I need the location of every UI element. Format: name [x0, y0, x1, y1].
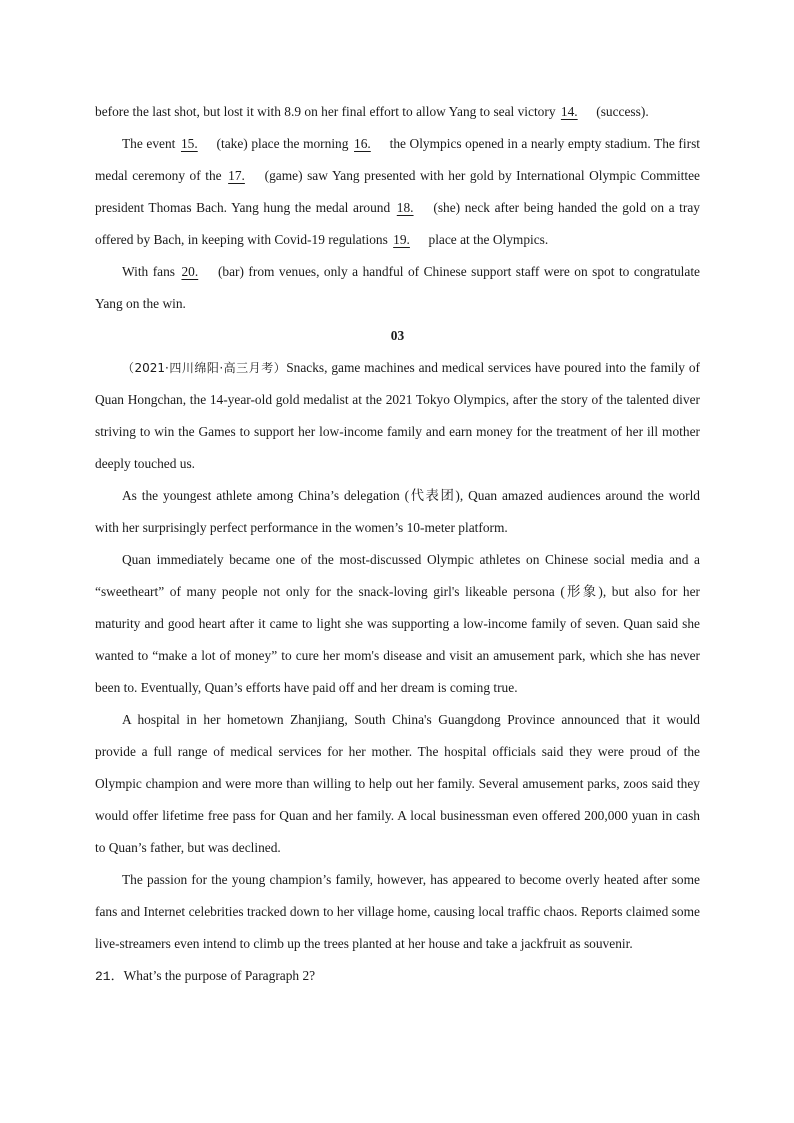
question-number: 21．	[95, 969, 124, 984]
document-page	[95, 96, 700, 993]
blank-17[interactable]: 17.	[228, 168, 245, 183]
text: With fans	[122, 264, 180, 279]
blank-20[interactable]: 20.	[181, 264, 199, 279]
text: (bar) from venues, only a handful of Chinese support staff were on spot to congratulate Yang on the win.	[95, 264, 700, 311]
text: (take) place the morning	[212, 136, 353, 151]
blank-16[interactable]: 16.	[354, 136, 371, 151]
paragraph-blanks-15-19	[95, 128, 700, 256]
passage-paragraph-1	[95, 352, 700, 480]
text: The event	[122, 136, 179, 151]
section-heading: 03	[390, 328, 405, 343]
text: Snacks, game machines and medical services have poured into the family of Quan Hongchan, the 14-year-old gold medalist at the 2021 Tokyo Olympics, after the story of the talented diver striving to win the Games to support her low-income family and earn money for the treatment of her ill mother deeply touched us.	[95, 360, 701, 471]
question-21	[95, 960, 700, 993]
passage-paragraph-3: Quan immediately became one of the most-discussed Olympic athletes on Chinese social media and a “sweetheart” of many people not only for the snack-loving girl's likeable persona (形象), but also for her maturity and good heart after it came to light she was supporting a low-income family of seven. Quan said she wanted to “make a lot of money” to cure her mom's disease and visit an amusement park, which she has never been to. Eventually, Quan’s efforts have paid off and her dream is coming true.	[95, 552, 700, 695]
blank-18[interactable]: 18.	[396, 200, 414, 215]
text: (game) saw Yang presented with her gold by International Olympic Committee president Thomas Bach. Yang hung the medal around	[95, 168, 700, 215]
paragraph-blank-20	[95, 256, 700, 320]
source-note: （2021·四川绵阳·高三月考）	[122, 361, 287, 375]
passage-paragraph-4: A hospital in her hometown Zhanjiang, South China's Guangdong Province announced that it would provide a full range of medical services for her mother. The hospital officials said they were proud of the Olympic champion and were more than willing to help out her family. Several amusement parks, zoos said they would offer lifetime free pass for Quan and her family. A local businessman even offered 200,000 yuan in cash to Quan’s father, but was declined.	[95, 712, 700, 855]
text: before the last shot, but lost it with 8.9 on her final effort to allow Yang to seal victory	[95, 104, 559, 119]
text: place at the Olympics.	[425, 232, 549, 247]
blank-15[interactable]: 15.	[180, 136, 198, 151]
blank-14[interactable]: 14.	[560, 104, 578, 119]
passage-paragraph-2: As the youngest athlete among China’s delegation (代表团), Quan amazed audiences around the world with her surprisingly perfect performance in the women’s 10-meter platform.	[95, 488, 700, 535]
text: (success).	[592, 104, 649, 119]
question-text: What’s the purpose of Paragraph 2?	[123, 968, 316, 983]
paragraph-blanks-14	[95, 96, 700, 128]
passage-paragraph-5: The passion for the young champion’s family, however, has appeared to become overly heated after some fans and Internet celebrities tracked down to her village home, causing local traffic chaos. Reports claimed some live-streamers even intend to climb up the trees planted at her house and take a jackfruit as souvenir.	[95, 872, 700, 951]
text: the Olympics opened in a nearly empty stadium. The first medal ceremony of the	[95, 136, 701, 183]
blank-19[interactable]: 19.	[393, 232, 410, 247]
text: (she) neck after being handed the gold on a tray offered by Bach, in keeping with Covid-19 regulations	[95, 200, 700, 247]
